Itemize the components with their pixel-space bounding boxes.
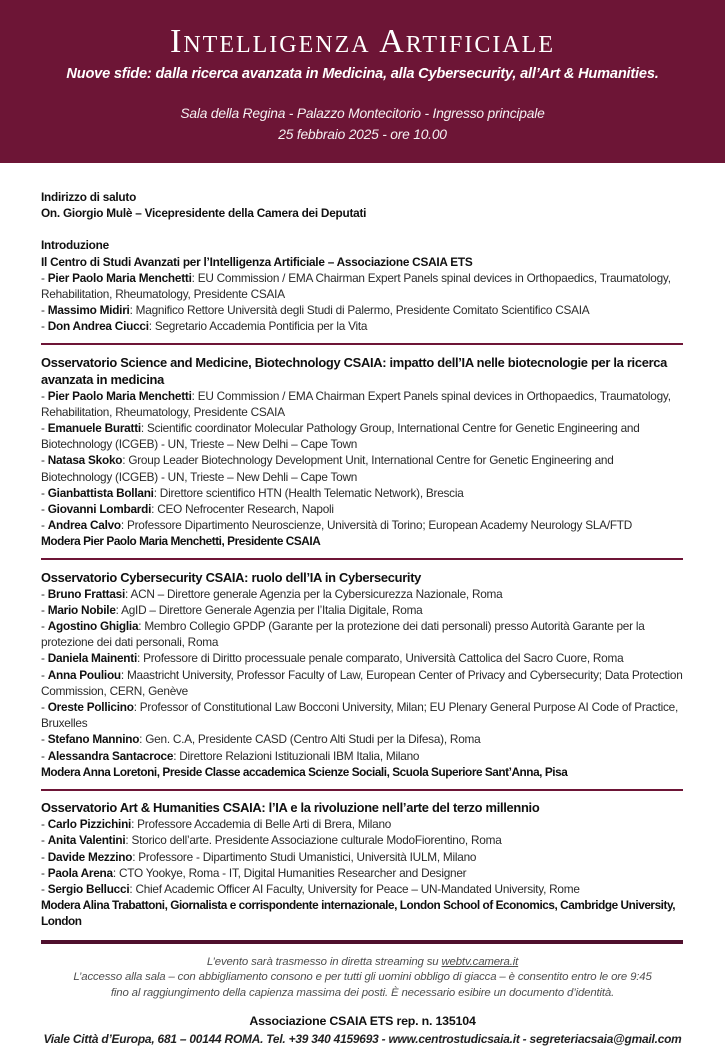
name-role-separator: : — [120, 518, 127, 533]
name-role-separator: : — [132, 849, 139, 864]
bullet-dash: - — [41, 667, 48, 682]
speaker-name: Andrea Calvo — [47, 518, 121, 533]
name-role-separator: : — [115, 602, 122, 617]
bullet-dash: - — [41, 270, 48, 285]
association-name: Associazione CSAIA ETS rep. n. 135104 — [249, 1014, 476, 1029]
speaker-entry — [41, 318, 683, 334]
bullet-dash: - — [41, 881, 48, 896]
name-role-separator: : — [139, 732, 146, 747]
section-divider — [41, 343, 683, 345]
introduction-heading: Introduzione — [41, 238, 109, 253]
section-divider — [41, 789, 683, 791]
speaker-role: Storico dell’arte. Presidente Associazione culturale ModoFiorentino, Roma — [131, 833, 502, 848]
speaker-name: Natasa Skoko — [47, 453, 123, 468]
speaker-role: Segretario Accademia Pontificia per la Vita — [154, 319, 368, 334]
bullet-dash: - — [41, 502, 48, 517]
speaker-name: Alessandra Santacroce — [47, 748, 174, 763]
session-moderator: Modera Anna Loretoni, Preside Classe accademica Scienze Sociali, Scuola Superiore Sant’Anna, Pisa — [41, 764, 568, 779]
event-datetime: 25 febbraio 2025 - ore 10.00 — [278, 126, 447, 142]
speaker-role: Maastricht University, Professor Faculty of Law, European Center of Privacy and Cybersecurity; Data Protection Commission, CERN, Genève — [41, 667, 683, 698]
speaker-entry — [41, 881, 683, 897]
bullet-dash: - — [41, 453, 48, 468]
access-note-line1: L’accesso alla sala – con abbigliamento consono e per tutti gli uomini obbligo di giacca – è consentito entro le ore 9:45 — [73, 971, 652, 984]
name-role-separator: : — [129, 881, 136, 896]
speaker-role: Group Leader Biotechnology Development Unit, International Centre for Genetic Engineering and Biotechnology (ICGEB) - UN, Trieste – New Dehli – Cape Town — [41, 453, 614, 484]
speaker-entry — [41, 650, 683, 666]
bullet-dash: - — [41, 319, 48, 334]
speaker-role: Professore Dipartimento Neuroscienze, Università di Torino; European Academy Neurology SLA/FTD — [126, 518, 633, 533]
speaker-entry — [41, 849, 683, 865]
session-speaker-list — [41, 388, 683, 534]
speaker-name: Massimo Midiri — [47, 303, 130, 318]
session-moderator: Modera Pier Paolo Maria Menchetti, Presidente CSAIA — [41, 534, 321, 549]
greeting-heading: Indirizzo di saluto — [41, 190, 137, 204]
bullet-dash: - — [41, 388, 48, 403]
name-role-separator: : — [131, 817, 138, 832]
association-address: Viale Città d’Europa, 681 – 00144 ROMA. Tel. +39 340 4159693 - www.centrostudicsaia.it - segreteriacsaia@gmail.com — [43, 1031, 682, 1046]
speaker-name: Sergio Bellucci — [47, 881, 130, 896]
speaker-role: CEO Nefrocenter Research, Napoli — [157, 502, 334, 517]
speaker-role: Professore - Dipartimento Studi Umanistici, Università IULM, Milano — [138, 849, 477, 864]
streaming-link[interactable]: webtv.camera.it — [441, 955, 519, 968]
bullet-dash: - — [41, 700, 48, 715]
session-list — [41, 343, 683, 929]
bullet-dash: - — [41, 518, 48, 533]
speaker-role: Professore di Diritto processuale penale comparato, Università Cattolica del Sacro Cuore, Roma — [143, 651, 624, 666]
speaker-entry — [41, 501, 683, 517]
speaker-entry — [41, 485, 683, 501]
speaker-entry — [41, 602, 683, 618]
streaming-note — [0, 955, 725, 971]
speaker-entry — [41, 517, 683, 533]
event-venue: Sala della Regina - Palazzo Montecitorio - Ingresso principale — [180, 105, 545, 121]
section-greeting — [41, 189, 683, 221]
speaker-entry — [41, 420, 683, 452]
speaker-entry — [41, 731, 683, 747]
speaker-entry — [41, 816, 683, 832]
speaker-entry — [41, 832, 683, 848]
speaker-role: AgID – Direttore Generale Agenzia per l’Italia Digitale, Roma — [121, 602, 423, 617]
speaker-role: CTO Yookye, Roma - IT, Digital Humanities Researcher and Designer — [118, 865, 467, 880]
speaker-name: Emanuele Buratti — [47, 421, 141, 436]
session-speaker-list — [41, 586, 683, 764]
speaker-name: Agostino Ghiglia — [47, 619, 139, 634]
speaker-name: Pier Paolo Maria Menchetti — [47, 270, 192, 285]
speaker-entry — [41, 748, 683, 764]
section-divider — [41, 558, 683, 560]
access-note-line2: fino al raggiungimento della capienza massima dei posti. È necessario esibire un documento d’identità. — [110, 986, 615, 999]
name-role-separator: : — [112, 865, 119, 880]
bullet-dash: - — [41, 865, 48, 880]
speaker-role: Membro Collegio GPDP (Garante per la protezione dei dati personali) presso Autorità Garante per la protezione dei dati personali, Roma — [41, 619, 645, 650]
footer-divider — [41, 940, 683, 944]
bullet-dash: - — [41, 748, 48, 763]
speaker-role: Direttore Relazioni Istituzionali IBM Italia, Milano — [179, 748, 420, 763]
name-role-separator: : — [136, 651, 144, 666]
session-block — [41, 789, 683, 930]
speaker-role: Gen. C.A, Presidente CASD (Centro Alti Studi per la Difesa), Roma — [145, 732, 481, 747]
name-role-separator: : — [191, 388, 198, 403]
speaker-name: Stefano Mannino — [47, 732, 140, 747]
speaker-role: EU Commission / EMA Chairman Expert Panels spinal devices in Orthopaedics, Traumatology, Rehabilitation, Rheumatology, Presidente CSAIA — [41, 388, 671, 419]
speaker-name: Anna Pouliou — [47, 667, 121, 682]
streaming-note-text: L’evento sarà trasmesso in diretta streaming su — [206, 955, 442, 968]
bullet-dash: - — [41, 732, 48, 747]
speaker-role: Chief Academic Officer AI Faculty, University for Peace – UN-Mandated University, Rome — [135, 881, 580, 896]
name-role-separator: : — [191, 270, 198, 285]
speaker-entry — [41, 667, 683, 699]
introduction-organization: Il Centro di Studi Avanzati per l’Intelligenza Artificiale – Associazione CSAIA ETS — [41, 254, 473, 269]
speaker-role: ACN – Direttore generale Agenzia per la Cybersicurezza Nazionale, Roma — [130, 586, 503, 601]
speaker-name: Giovanni Lombardi — [47, 502, 152, 517]
name-role-separator: : — [125, 833, 132, 848]
bullet-dash: - — [41, 421, 48, 436]
speaker-name: Mario Nobile — [47, 602, 116, 617]
speaker-role: EU Commission / EMA Chairman Expert Panels spinal devices in Orthopaedics, Traumatology, Rehabilitation, Rheumatology, Presidente CSAIA — [41, 270, 671, 302]
bullet-dash: - — [41, 849, 48, 864]
speaker-role: Scientific coordinator Molecular Pathology Group, International Centre for Genetic Engineering and Biotechnology (ICGEB) - UN, Trieste – New Delhi – Cape Town — [41, 421, 640, 452]
bullet-dash: - — [41, 651, 48, 666]
speaker-role: Professore Accademia di Belle Arti di Brera, Milano — [137, 817, 392, 832]
speaker-name: Davide Mezzino — [47, 849, 133, 864]
name-role-separator: : — [148, 319, 155, 334]
speaker-name: Don Andrea Ciucci — [47, 319, 149, 334]
bullet-dash: - — [41, 303, 48, 318]
session-block — [41, 558, 683, 780]
name-role-separator: : — [153, 485, 160, 500]
speaker-name: Anita Valentini — [47, 833, 126, 848]
introduction-speaker-list — [41, 270, 683, 335]
speaker-entry — [41, 865, 683, 881]
name-role-separator: : — [129, 303, 136, 318]
header-banner — [0, 0, 725, 163]
session-title: Osservatorio Cybersecurity CSAIA: ruolo dell’IA in Cybersecurity — [41, 569, 422, 585]
speaker-entry — [41, 302, 683, 318]
event-title: Intelligenza Artificiale — [170, 23, 555, 60]
name-role-separator: : — [122, 453, 129, 468]
session-moderator: Modera Alina Trabattoni, Giornalista e corrispondente internazionale, London School of Economics, Cambridge University, London — [41, 898, 676, 929]
name-role-separator: : — [173, 748, 180, 763]
speaker-name: Oreste Pollicino — [47, 700, 134, 715]
speaker-role: Magnifico Rettore Università degli Studi di Palermo, Presidente Comitato Scientifico CSAIA — [135, 303, 590, 318]
name-role-separator: : — [138, 619, 145, 634]
session-speaker-list — [41, 816, 683, 897]
section-introduction — [41, 237, 683, 334]
bullet-dash: - — [41, 485, 48, 500]
bullet-dash: - — [41, 586, 48, 601]
program-content — [0, 163, 725, 930]
name-role-separator: : — [120, 667, 127, 682]
bullet-dash: - — [41, 602, 48, 617]
name-role-separator: : — [133, 700, 140, 715]
session-block — [41, 343, 683, 550]
speaker-role: Professor of Constitutional Law Bocconi University, Milan; EU Plenary General Purpose AI Code of Practice, Bruxelles — [41, 700, 679, 731]
speaker-name: Carlo Pizzichini — [47, 817, 132, 832]
speaker-entry — [41, 699, 683, 731]
speaker-name: Paola Arena — [47, 865, 113, 880]
speaker-name: Pier Paolo Maria Menchetti — [47, 388, 192, 403]
bullet-dash: - — [41, 817, 48, 832]
bullet-dash: - — [41, 619, 48, 634]
speaker-name: Daniela Mainenti — [47, 651, 137, 666]
speaker-entry — [41, 452, 683, 484]
speaker-name: Gianbattista Bollani — [47, 485, 154, 500]
name-role-separator: : — [151, 502, 158, 517]
speaker-entry — [41, 270, 683, 302]
name-role-separator: : — [125, 586, 131, 601]
event-subtitle: Nuove sfide: dalla ricerca avanzata in Medicina, alla Cybersecurity, all’Art & Humanities. — [66, 65, 659, 82]
footer-notes — [0, 955, 725, 1047]
name-role-separator: : — [140, 421, 147, 436]
session-title: Osservatorio Science and Medicine, Biotechnology CSAIA: impatto dell’IA nelle biotecnologie per la ricerca avanzata in medicina — [41, 354, 668, 387]
speaker-entry — [41, 586, 683, 602]
speaker-name: Bruno Frattasi — [47, 586, 125, 601]
bullet-dash: - — [41, 833, 48, 848]
session-title: Osservatorio Art & Humanities CSAIA: l’IA e la rivoluzione nell’arte del terzo millennio — [41, 800, 540, 816]
speaker-entry — [41, 388, 683, 420]
greeting-speaker: On. Giorgio Mulè – Vicepresidente della Camera dei Deputati — [41, 206, 367, 221]
speaker-role: Direttore scientifico HTN (Health Telematic Network), Brescia — [159, 485, 464, 500]
speaker-entry — [41, 618, 683, 650]
